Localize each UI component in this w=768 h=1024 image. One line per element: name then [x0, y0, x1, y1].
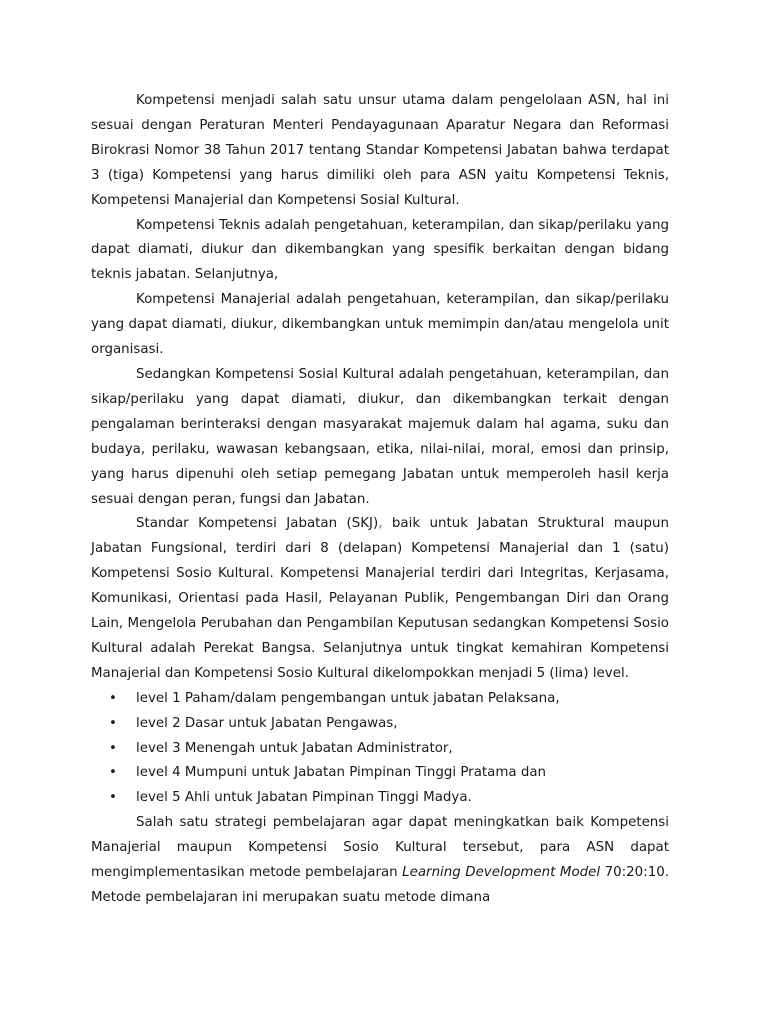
paragraph-kompetensi-teknis: Kompetensi Teknis adalah pengetahuan, keterampilan, dan sikap/perilaku yang dapat diamati, diukur dan dikembangkan yang spesifik berkaitan dengan bidang teknis jabatan. Selanjutnya,	[91, 217, 669, 283]
level-text: level 4 Mumpuni untuk Jabatan Pimpinan Tinggi Pratama dan	[136, 765, 547, 781]
list-item-level-3	[91, 737, 669, 762]
paragraph-strategi-pembelajaran	[91, 811, 669, 911]
strategi-text-start: Salah satu strategi pembelajaran agar dapat meningkatkan baik Kompetensi Manajerial maupun Kompetensi Sosio Kultural tersebut, para ASN dapat mengimplementasikan metode pembelajaran	[91, 815, 669, 881]
bullet-icon: •	[109, 740, 117, 756]
skj-text-rest: baik untuk Jabatan Struktural maupun Jabatan Fungsional, terdiri dari 8 (delapan) Kompetensi Manajerial dan 1 (satu) Kompetensi Sosio Kultural. Kompetensi Manajerial terdiri dari Integritas, Kerjasama, Komunikasi, Orientasi pada Hasil, Pelayanan Publik, Pengembangan Diri dan Orang Lain, Mengelola Perubahan dan Pengambilan Keputusan sedangkan Kompetensi Sosio Kultural adalah Perekat Bangsa. Selanjutnya untuk tingkat kemahiran Kompetensi Manajerial dan Kompetensi Sosio Kultural dikelompokkan menjadi 5 (lima) level.	[91, 516, 669, 681]
strategi-text-rest: 70:20:10. Metode pembelajaran ini merupakan suatu metode dimana	[91, 865, 670, 905]
list-item-level-2	[91, 712, 669, 737]
level-text: level 2 Dasar untuk Jabatan Pengawas,	[136, 715, 398, 731]
level-list	[91, 687, 669, 812]
level-text: level 5 Ahli untuk Jabatan Pimpinan Tinggi Madya.	[136, 790, 472, 806]
paragraph-standar-kompetensi-jabatan	[91, 512, 669, 686]
learning-development-model-term: Learning Development Model	[402, 865, 601, 881]
list-item-level-4	[91, 761, 669, 786]
level-text: level 3 Menengah untuk Jabatan Administrator,	[136, 740, 453, 756]
list-item-level-5	[91, 786, 669, 811]
red-mark: ,	[378, 516, 383, 532]
bullet-icon: •	[109, 715, 117, 731]
skj-text-start: Standar Kompetensi Jabatan (SKJ)	[136, 516, 379, 532]
bullet-icon: •	[109, 790, 117, 806]
bullet-icon: •	[109, 765, 117, 781]
level-text: level 1 Paham/dalam pengembangan untuk jabatan Pelaksana,	[136, 690, 560, 706]
paragraph-kompetensi-sosial-kultural: Sedangkan Kompetensi Sosial Kultural adalah pengetahuan, keterampilan, dan sikap/perilaku yang dapat diamati, diukur, dan dikembangkan terkait dengan pengalaman berinteraksi dengan masyarakat majemuk dalam hal agama, suku dan budaya, perilaku, wawasan kebangsaan, etika, nilai-nilai, moral, emosi dan prinsip, yang harus dipenuhi oleh setiap pemegang Jabatan untuk memperoleh hasil kerja sesuai dengan peran, fungsi dan Jabatan.	[91, 366, 669, 507]
bullet-icon: •	[109, 690, 117, 706]
paragraph-kompetensi-intro: Kompetensi menjadi salah satu unsur utama dalam pengelolaan ASN, hal ini sesuai dengan Peraturan Menteri Pendayagunaan Aparatur Negara dan Reformasi Birokrasi Nomor 38 Tahun 2017 tentang Standar Kompetensi Jabatan bahwa terdapat 3 (tiga) Kompetensi yang harus dimiliki oleh para ASN yaitu Kompetensi Teknis, Kompetensi Manajerial dan Kompetensi Sosial Kultural.	[91, 93, 669, 208]
document-body	[91, 89, 669, 911]
list-item-level-1	[91, 687, 669, 712]
paragraph-kompetensi-manajerial: Kompetensi Manajerial adalah pengetahuan, keterampilan, dan sikap/perilaku yang dapat diamati, diukur, dikembangkan untuk memimpin dan/atau mengelola unit organisasi.	[91, 292, 669, 358]
